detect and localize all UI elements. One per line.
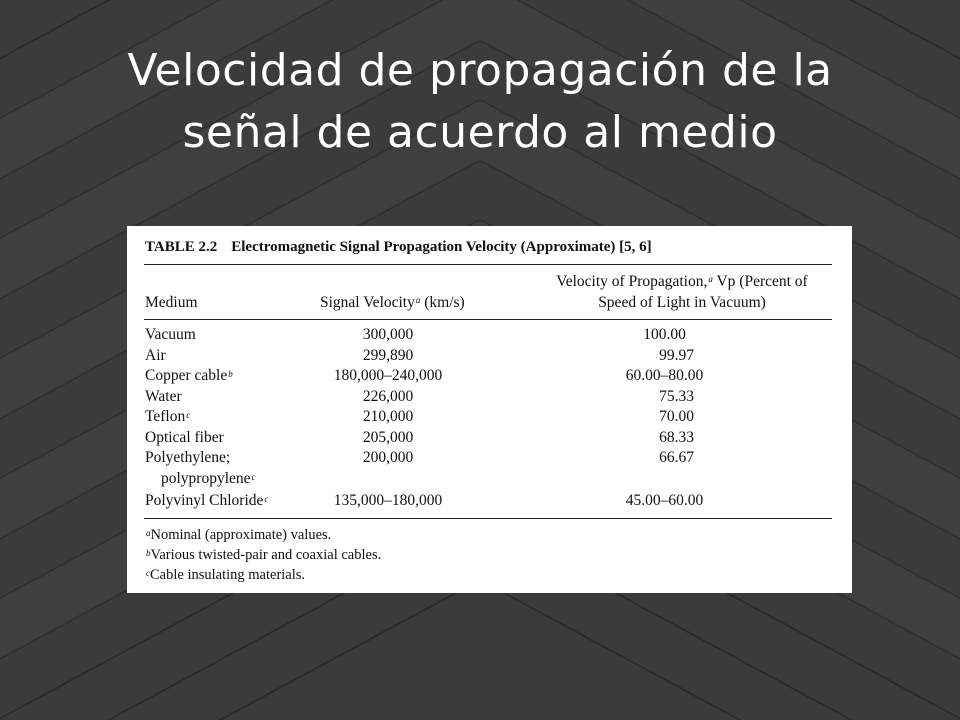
row-vp: 45.00–60.00 bbox=[625, 492, 704, 509]
row-vp: 68.33 bbox=[659, 428, 694, 446]
row-signal-velocity: 135,000–180,000 bbox=[333, 492, 443, 509]
bottom-rule bbox=[144, 518, 832, 519]
footnote-text: Nominal (approximate) values. bbox=[150, 527, 332, 543]
medium-name-continued: polypropylene bbox=[161, 469, 251, 487]
medium-name: Polyethylene; bbox=[145, 449, 231, 466]
table-caption-title: Electromagnetic Signal Propagation Velocity (Approximate) [5, 6] bbox=[231, 239, 652, 255]
row-signal-velocity: 300,000 bbox=[362, 326, 414, 343]
medium-sup: b bbox=[228, 369, 233, 379]
header-vp-label: Velocity of Propagation, bbox=[556, 273, 708, 290]
medium-name: Optical fiber bbox=[145, 428, 224, 446]
header-signal-velocity-unit: (km/s) bbox=[420, 294, 465, 311]
row-signal-velocity: 299,890 bbox=[362, 346, 414, 364]
footnote-mark: b bbox=[146, 548, 151, 558]
footnote-text: Cable insulating materials. bbox=[150, 567, 306, 583]
row-signal-velocity: 210,000 bbox=[362, 408, 414, 425]
row-medium bbox=[145, 428, 225, 449]
slide-title-line-2: señal de acuerdo al medio bbox=[182, 107, 778, 158]
footnote-mark: a bbox=[146, 528, 151, 538]
header-medium: Medium bbox=[145, 294, 198, 311]
footnote bbox=[145, 565, 305, 585]
header-vp-line-2: Speed of Light in Vacuum) bbox=[598, 294, 766, 311]
row-signal-velocity: 226,000 bbox=[362, 387, 414, 405]
medium-name: Water bbox=[145, 387, 182, 405]
table-label: TABLE 2.2 bbox=[145, 239, 218, 255]
row-vp: 100.00 bbox=[643, 326, 686, 343]
table-caption bbox=[145, 239, 652, 256]
top-rule bbox=[144, 264, 832, 265]
row-medium bbox=[145, 407, 190, 428]
slide-title bbox=[40, 40, 920, 164]
row-medium-continued bbox=[161, 469, 256, 490]
header-signal-velocity bbox=[320, 292, 465, 313]
medium-name: Copper cable bbox=[145, 367, 228, 384]
row-vp: 75.33 bbox=[659, 387, 694, 405]
slide-title-line-1: Velocidad de propagación de la bbox=[127, 45, 833, 96]
row-medium bbox=[145, 346, 167, 367]
medium-name: Air bbox=[145, 346, 166, 364]
medium-name: Vacuum bbox=[145, 326, 196, 343]
medium-sup: c bbox=[264, 494, 269, 504]
medium-name: Teflon bbox=[145, 408, 186, 425]
row-signal-velocity: 200,000 bbox=[362, 449, 414, 466]
row-medium bbox=[145, 387, 183, 408]
row-vp: 99.97 bbox=[659, 346, 694, 364]
header-vp-line-1 bbox=[526, 271, 838, 292]
footnote-text: Various twisted-pair and coaxial cables. bbox=[150, 547, 382, 563]
row-medium bbox=[145, 325, 197, 346]
header-signal-velocity-label: Signal Velocity bbox=[320, 294, 415, 311]
table-image bbox=[127, 226, 852, 593]
footnote bbox=[145, 545, 381, 565]
row-signal-velocity: 205,000 bbox=[362, 428, 414, 446]
row-vp: 60.00–80.00 bbox=[625, 367, 704, 384]
row-vp: 66.67 bbox=[659, 449, 694, 466]
medium-sup: c bbox=[186, 410, 191, 420]
header-vp-sup: a bbox=[708, 274, 713, 284]
row-medium bbox=[145, 448, 231, 469]
header-vp-tail: Vp (Percent of bbox=[712, 273, 808, 290]
medium-sup: c bbox=[251, 471, 256, 482]
footnote bbox=[145, 525, 331, 545]
row-vp: 70.00 bbox=[659, 408, 694, 425]
row-medium bbox=[145, 366, 233, 387]
row-medium bbox=[145, 491, 268, 512]
medium-name: Polyvinyl Chloride bbox=[145, 492, 264, 509]
row-signal-velocity: 180,000–240,000 bbox=[333, 367, 443, 384]
header-rule bbox=[144, 319, 832, 320]
footnote-mark: c bbox=[146, 568, 150, 578]
header-signal-velocity-sup: a bbox=[415, 295, 421, 305]
